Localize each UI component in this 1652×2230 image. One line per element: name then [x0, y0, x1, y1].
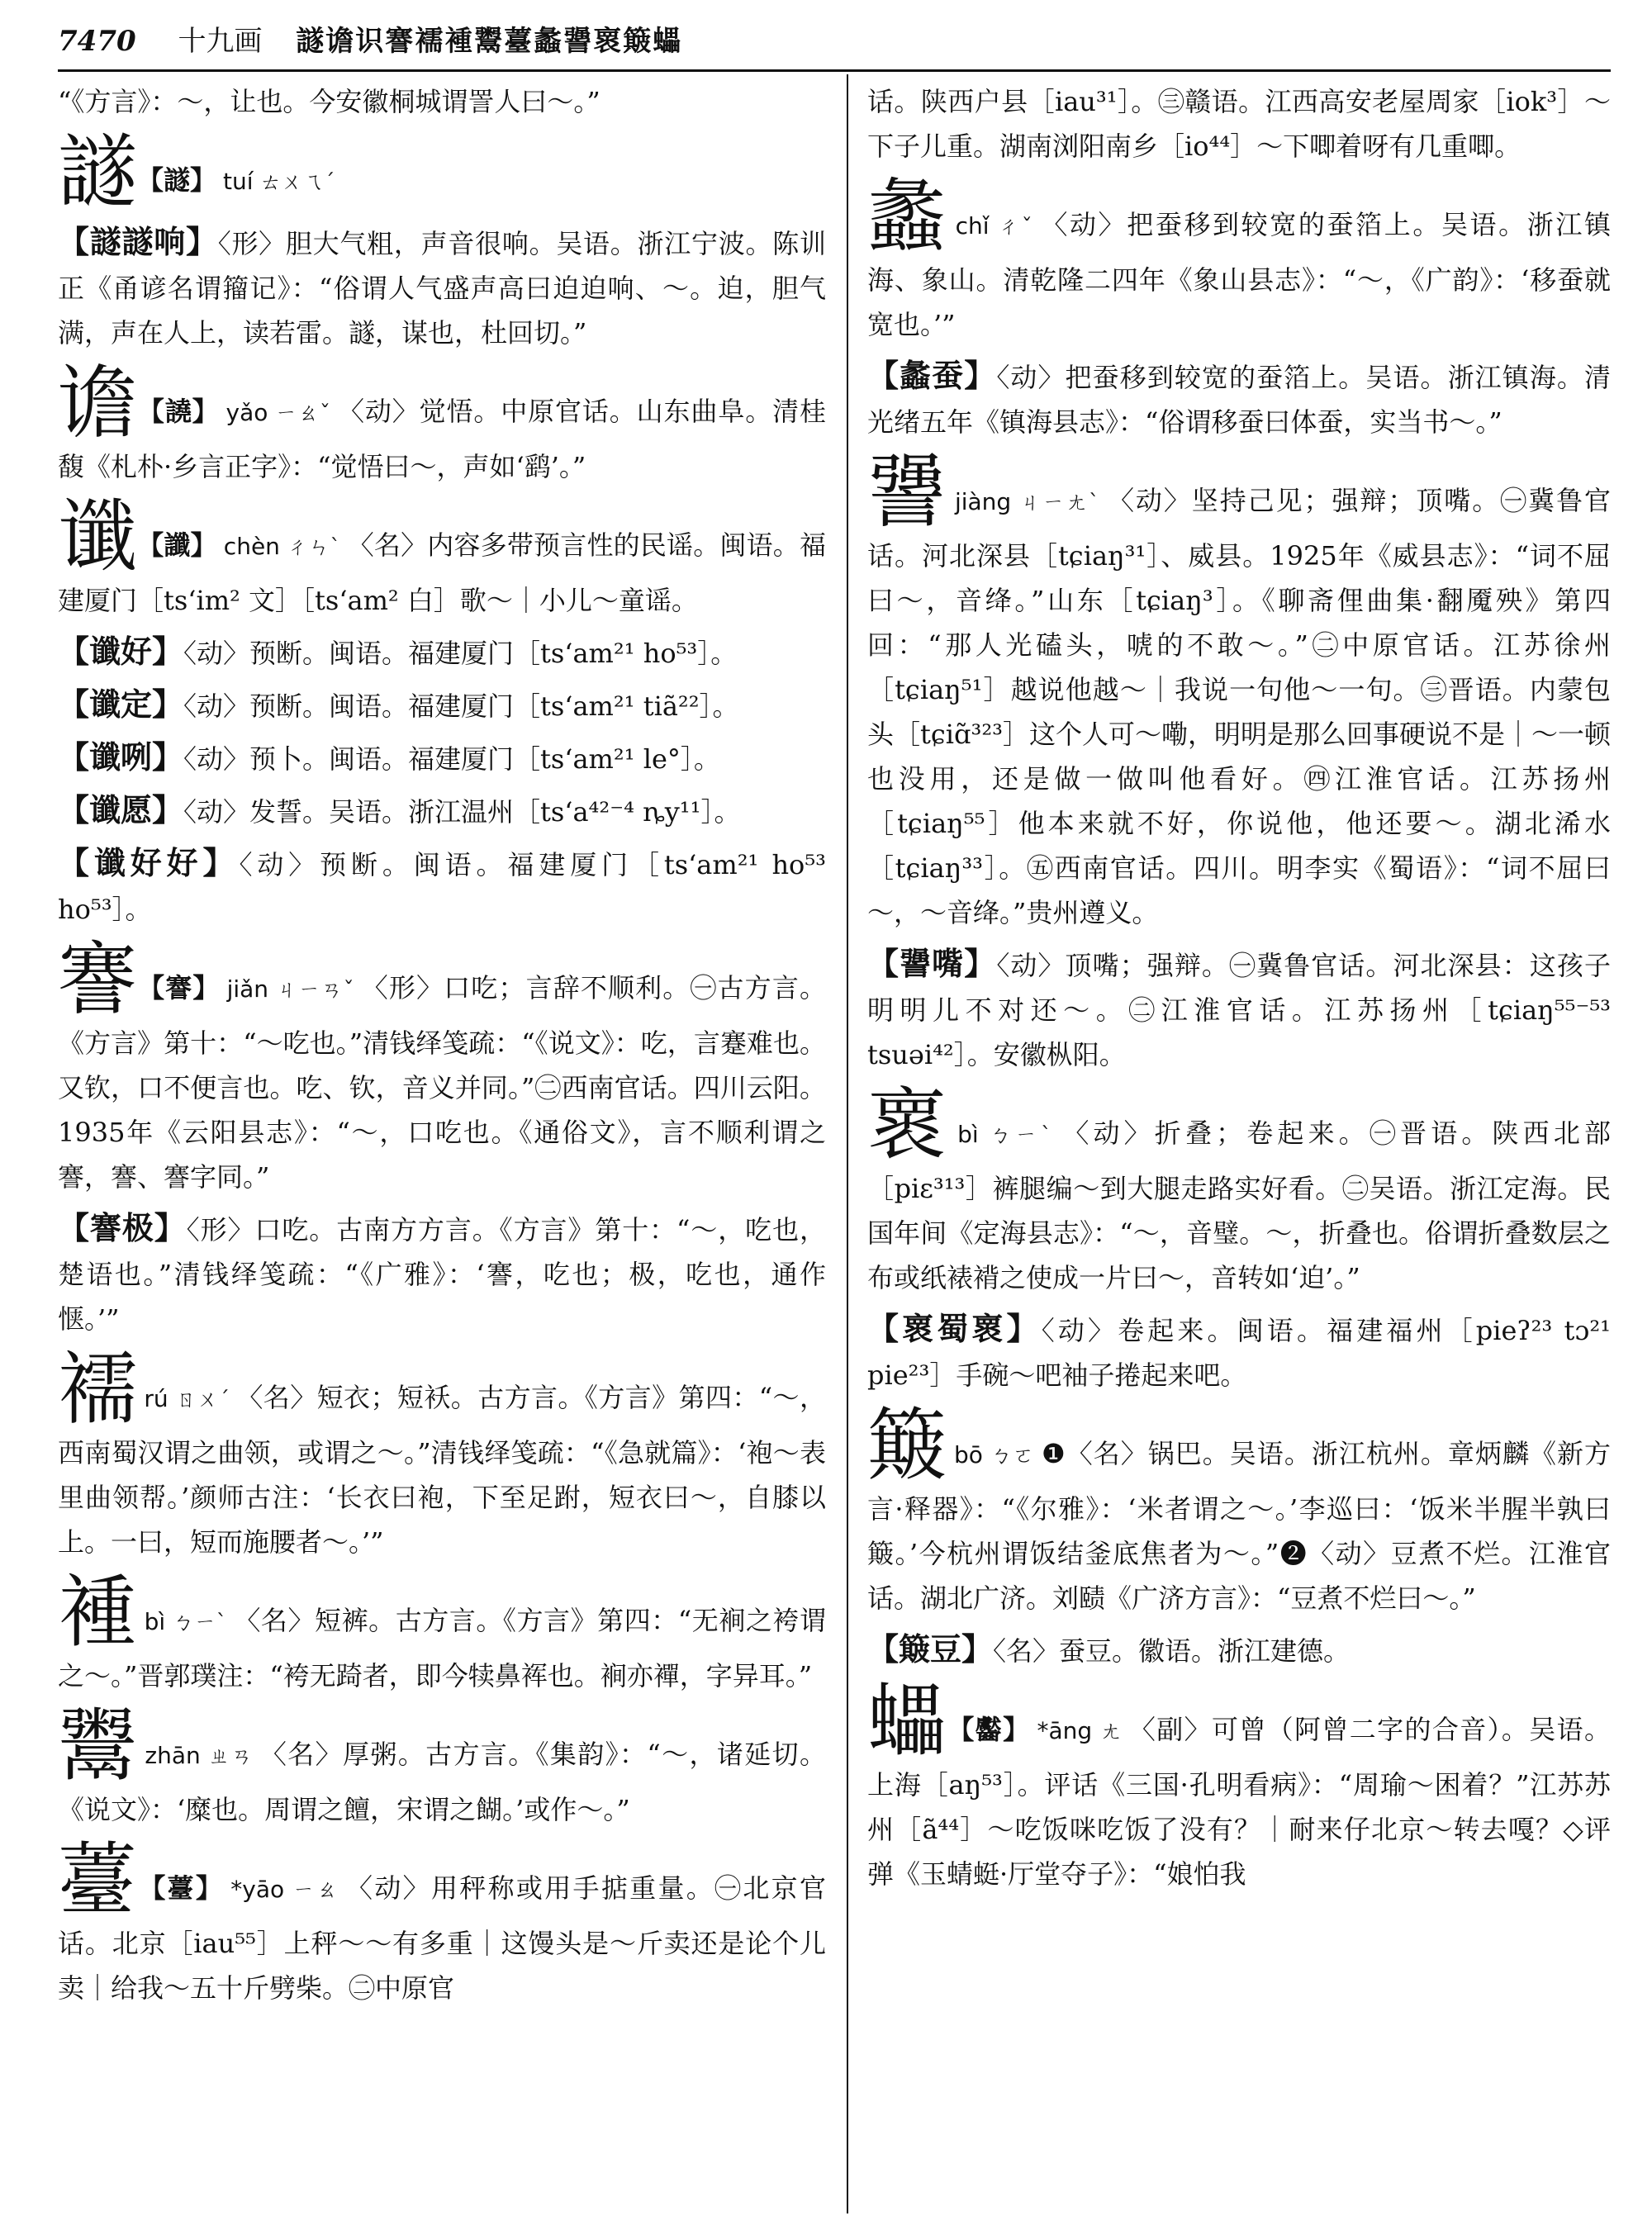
definition-text: 〈动〉卷起来。闽语。福建福州［pieʔ²³ tɔ²¹ pie²³］手碗～吧袖子捲起来吧。	[867, 1315, 1611, 1391]
traditional-form: 【齾】	[947, 1714, 1031, 1745]
zhuyin: ㄅㄧˋ	[172, 1611, 228, 1635]
zhuyin: ㄔㄣˋ	[286, 535, 341, 560]
headword: 谶	[58, 491, 138, 583]
entry-continuation	[58, 79, 826, 124]
dictionary-entry	[867, 1399, 1611, 1620]
dictionary-entry	[58, 1834, 826, 2010]
right-column	[867, 79, 1611, 1903]
definition-text: 〈动〉预断。闽语。福建厦门［tsʻam²¹ ho⁵³］。	[183, 638, 738, 669]
pinyin: *āng	[1037, 1717, 1093, 1744]
pinyin: chèn	[223, 533, 280, 560]
definition-text: 〈动〉坚持己见；强辩；顶嘴。㊀冀鲁官话。河北深县［tɕiaŋ³¹］、威县。1925年《威县志》：“词不屈曰～，音绛。”山东［tɕiaŋ³］。《聊斋俚曲集·翻魇殃》第四回：“那人光磕头，唬的不敢～。”㊁中原官话。江苏徐州［tɕiaŋ⁵¹］越说他越～｜我说一句他～一句。㊂晋语。内蒙包头［tɕiɑ̃³²³］这个人可～嘞，明明是那么回事硬说不是｜～一顿也没用，还是做一做叫他看好。㊃江淮官话。江苏扬州［tɕiaŋ⁵⁵］他本来就不好，你说他，他还要～。湖北浠水［tɕiaŋ³³］。㊄西南官话。四川。明李实《蜀语》：“词不屈曰～，～音绛。”贵州遵义。	[867, 485, 1611, 928]
pinyin: yǎo	[225, 399, 268, 426]
compound-entry	[58, 735, 826, 781]
page-header	[58, 18, 1611, 64]
compound-term: 【谶好】	[58, 633, 184, 670]
compound-term: 【谶愿】	[58, 791, 184, 828]
headword: 謽	[867, 446, 948, 539]
definition-text: 〈动〉觉悟。中原官话。山东曲阜。清桂馥《札朴·乡言正字》：“觉悟曰～，声如‘鹞’。”	[58, 396, 826, 482]
compound-term: 【簸豆】	[867, 1630, 994, 1668]
column-divider	[847, 74, 848, 2213]
traditional-form: 【譢】	[137, 164, 217, 196]
dictionary-entry	[867, 1079, 1611, 1300]
compound-term: 【褱蜀褱】	[867, 1310, 1042, 1347]
definition-text: “《方言》：～，让也。今安徽桐城谓詈人曰～。”	[58, 86, 601, 117]
pinyin: jiàng	[954, 488, 1012, 515]
zhuyin: ㄊㄨㄟˊ	[259, 170, 335, 195]
compound-term: 【譢譢响】	[58, 223, 218, 260]
headword: 蠝	[867, 1675, 948, 1767]
headword: 謇	[58, 933, 139, 1026]
headword: 褈	[58, 1566, 138, 1658]
dictionary-entry	[58, 491, 826, 623]
definition-text: 〈动〉预断。闽语。福建厦门［tsʻam²¹ ho⁵³ ho⁵³］。	[58, 849, 826, 925]
pinyin: chǐ	[955, 212, 990, 240]
definition-text: 〈形〉胆大气粗，声音很响。吴语。浙江宁波。陈训正《甬谚名谓籀记》：“俗谓人气盛声高曰迫迫响、～。迫，胆气满，声在人上，读若雷。譢，谋也，杜回切。”	[58, 228, 826, 349]
left-column	[58, 79, 826, 2017]
compound-entry	[58, 682, 826, 728]
entry-continuation	[867, 79, 1611, 168]
compound-entry	[867, 353, 1611, 444]
dictionary-entry	[58, 1700, 826, 1832]
zhuyin: ㄐㄧㄤˋ	[1018, 491, 1101, 515]
traditional-form: 【譊】	[137, 396, 220, 427]
headword: 鬻	[58, 1700, 139, 1792]
zhuyin: ㄐㄧㄢˇ	[275, 978, 355, 1003]
headword: 褱	[867, 1079, 952, 1171]
pinyin: rú	[144, 1385, 169, 1412]
compound-entry	[867, 1627, 1611, 1673]
definition-text: 〈动〉预卜。闽语。福建厦门［tsʻam²¹ le°］。	[183, 743, 720, 775]
zhuyin: ㄖㄨˊ	[174, 1388, 230, 1412]
definition-text: 〈动〉预断。闽语。福建厦门［tsʻam²¹ tiã²²］。	[183, 690, 739, 722]
dictionary-entry	[58, 357, 826, 489]
compound-entry	[867, 942, 1611, 1077]
zhuyin: ㄧㄠˇ	[274, 401, 331, 426]
definition-text: 〈动〉折叠；卷起来。㊀晋语。陕西北部［piɛ³¹³］裤腿编～到大腿走路实好看。㊁吴语。浙江定海。民国年间《定海县志》：“～，音璧。～，折叠也。俗谓折叠数层之布或纸裱褙之使成一片曰～，音转如‘迫’。”	[867, 1117, 1611, 1293]
definition-text: 话。陕西户县［iau³¹］。㊂赣语。江西高安老屋周家［iok³］～下子儿重。湖南浏阳南乡［io⁴⁴］～下唧着呀有几重唧。	[867, 86, 1611, 162]
headword: 襦	[58, 1343, 138, 1435]
definition-text: 〈副〉可曾（阿曾二字的合音）。吴语。上海［aŋ⁵³］。评话《三国·孔明看病》：“周瑜～困着？”江苏苏州［ã⁴⁴］～吃饭咪吃饭了没有？｜耐来仔北京～转去嘎？◇评弹《玉蜻蜓·厅堂夺子》：“娘怕我	[867, 1714, 1611, 1890]
definition-text: 〈形〉口吃。古南方方言。《方言》第十：“～，吃也，楚语也。”清钱绎笺疏：“《广雅》：‘謇，吃也；极，吃也，通作惬。’”	[58, 1214, 826, 1335]
dictionary-entry	[58, 1343, 826, 1564]
dictionary-entry	[58, 933, 826, 1199]
traditional-form: 【薹】	[139, 1872, 225, 1904]
compound-entry	[58, 1206, 826, 1341]
headword: 簸	[867, 1399, 948, 1492]
pinyin: jiǎn	[226, 975, 269, 1003]
zhuyin: ㄅㄛ	[989, 1444, 1035, 1468]
compound-term: 【蠡蚕】	[867, 357, 997, 394]
definition-text: 〈动〉顶嘴；强辩。㊀冀鲁官话。河北深县：这孩子明明儿不对还～。㊁江淮官话。江苏扬州［tɕiaŋ⁵⁵⁻⁵³ tsuəi⁴²］。安徽枞阳。	[867, 950, 1611, 1070]
pinyin: bì	[144, 1608, 166, 1635]
compound-term: 【谶定】	[58, 686, 184, 723]
compound-term: 【谶咧】	[58, 738, 184, 776]
compound-entry	[58, 220, 826, 355]
dictionary-entry	[867, 170, 1611, 347]
header-character-index: 譢谵识謇襦褈鬻薹蠡謽褱簸蠝	[296, 25, 683, 58]
definition-text: 〈名〉短裤。古方言。《方言》第四：“无裥之袴谓之～。”晋郭璞注：“袴无踦者，即今犊鼻裈也。裥亦襌，字异耳。”	[58, 1605, 826, 1691]
definition-text: 〈动〉把蚕移到较宽的蚕箔上。吴语。浙江镇海。清光绪五年《镇海县志》：“俗谓移蚕曰体蚕，实当书～。”	[867, 362, 1611, 438]
stroke-count-label: 十九画	[178, 25, 263, 58]
definition-text: 〈形〉口吃；言辞不顺利。㊀古方言。《方言》第十：“～吃也。”清钱绎笺疏：“《说文》：吃，言蹇难也。又钦，口不便言也。吃、钦，音义并同。”㊁西南官话。四川云阳。1935年《云阳县志》：“～，口吃也。《通俗文》，言不顺利谓之謇，謇、謇字同。”	[58, 972, 826, 1193]
headword: 蠡	[867, 170, 949, 263]
compound-term: 【謽嘴】	[867, 945, 997, 982]
headword: 薹	[58, 1834, 140, 1926]
zhuyin: ㄤ	[1099, 1720, 1123, 1744]
definition-text: 〈名〉内容多带预言性的民谣。闽语。福建厦门［tsʻim² 文］［tsʻam² 白］歌～｜小儿～童谣。	[58, 529, 826, 616]
zhuyin: ㄅㄧˋ	[985, 1123, 1056, 1148]
definition-text: 〈名〉短衣；短袄。古方言。《方言》第四：“～，西南蜀汉谓之曲领，或谓之～。”清钱绎笺疏：“《急就篇》：‘袍～表里曲领帮。’颜师古注：‘长衣曰袍，下至足跗，短衣曰～，自膝以上。一曰，短而施腰者～。’”	[58, 1382, 826, 1558]
definition-text: 〈动〉把蚕移到较宽的蚕箔上。吴语。浙江镇海、象山。清乾隆二四年《象山县志》：“～，《广韵》：‘移蚕就宽也。’”	[867, 209, 1611, 340]
compound-entry	[58, 629, 826, 676]
page-number: 7470	[58, 25, 136, 58]
definition-text: 〈名〉蚕豆。徽语。浙江建德。	[993, 1635, 1351, 1667]
definition-text: ❶〈名〉锅巴。吴语。浙江杭州。章炳麟《新方言·释器》：“《尔雅》：‘米者谓之～。’李巡曰：‘饭米半腥半孰曰簸。’今杭州谓饭结釜底焦者为～。”❷〈动〉豆煮不烂。江淮官话。湖北广济。刘赜《广济方言》：“豆煮不烂曰～。”	[867, 1438, 1611, 1614]
zhuyin: ㄧㄠ	[291, 1878, 340, 1903]
definition-text: 〈动〉发誓。吴语。浙江温州［tsʻa⁴²⁻⁴ ȵy¹¹］。	[183, 796, 741, 828]
zhuyin: ㄓㄢ	[206, 1744, 254, 1769]
pinyin: bì	[957, 1121, 979, 1148]
traditional-form: 【謇】	[138, 972, 221, 1004]
traditional-form: 【讖】	[137, 529, 217, 561]
headword: 谵	[58, 357, 138, 449]
pinyin: tuí	[223, 168, 254, 195]
dictionary-entry	[867, 1675, 1611, 1896]
dictionary-entry	[58, 126, 826, 218]
definition-text: 〈名〉厚粥。古方言。《集韵》：“～，诸延切。《说文》：‘糜也。周谓之饘，宋谓之餬。’或作～。”	[58, 1739, 826, 1825]
pinyin: bō	[954, 1441, 983, 1468]
header-rule	[58, 69, 1611, 72]
dictionary-entry	[867, 446, 1611, 935]
compound-entry	[58, 841, 826, 932]
compound-term: 【谶好好】	[58, 844, 240, 881]
compound-entry	[58, 788, 826, 834]
pinyin: *yāo	[230, 1876, 285, 1903]
compound-entry	[867, 1307, 1611, 1397]
headword: 譢	[58, 126, 137, 218]
zhuyin: ㄔˇ	[995, 215, 1035, 240]
pinyin: zhān	[145, 1742, 201, 1769]
compound-term: 【謇极】	[58, 1209, 187, 1246]
dictionary-entry	[58, 1566, 826, 1698]
definition-text: 〈动〉用秤称或用手掂重量。㊀北京官话。北京［iau⁵⁵］上秤～～有多重｜这馒头是～斤卖还是论个儿卖｜给我～五十斤劈柴。㊁中原官	[58, 1872, 826, 2004]
